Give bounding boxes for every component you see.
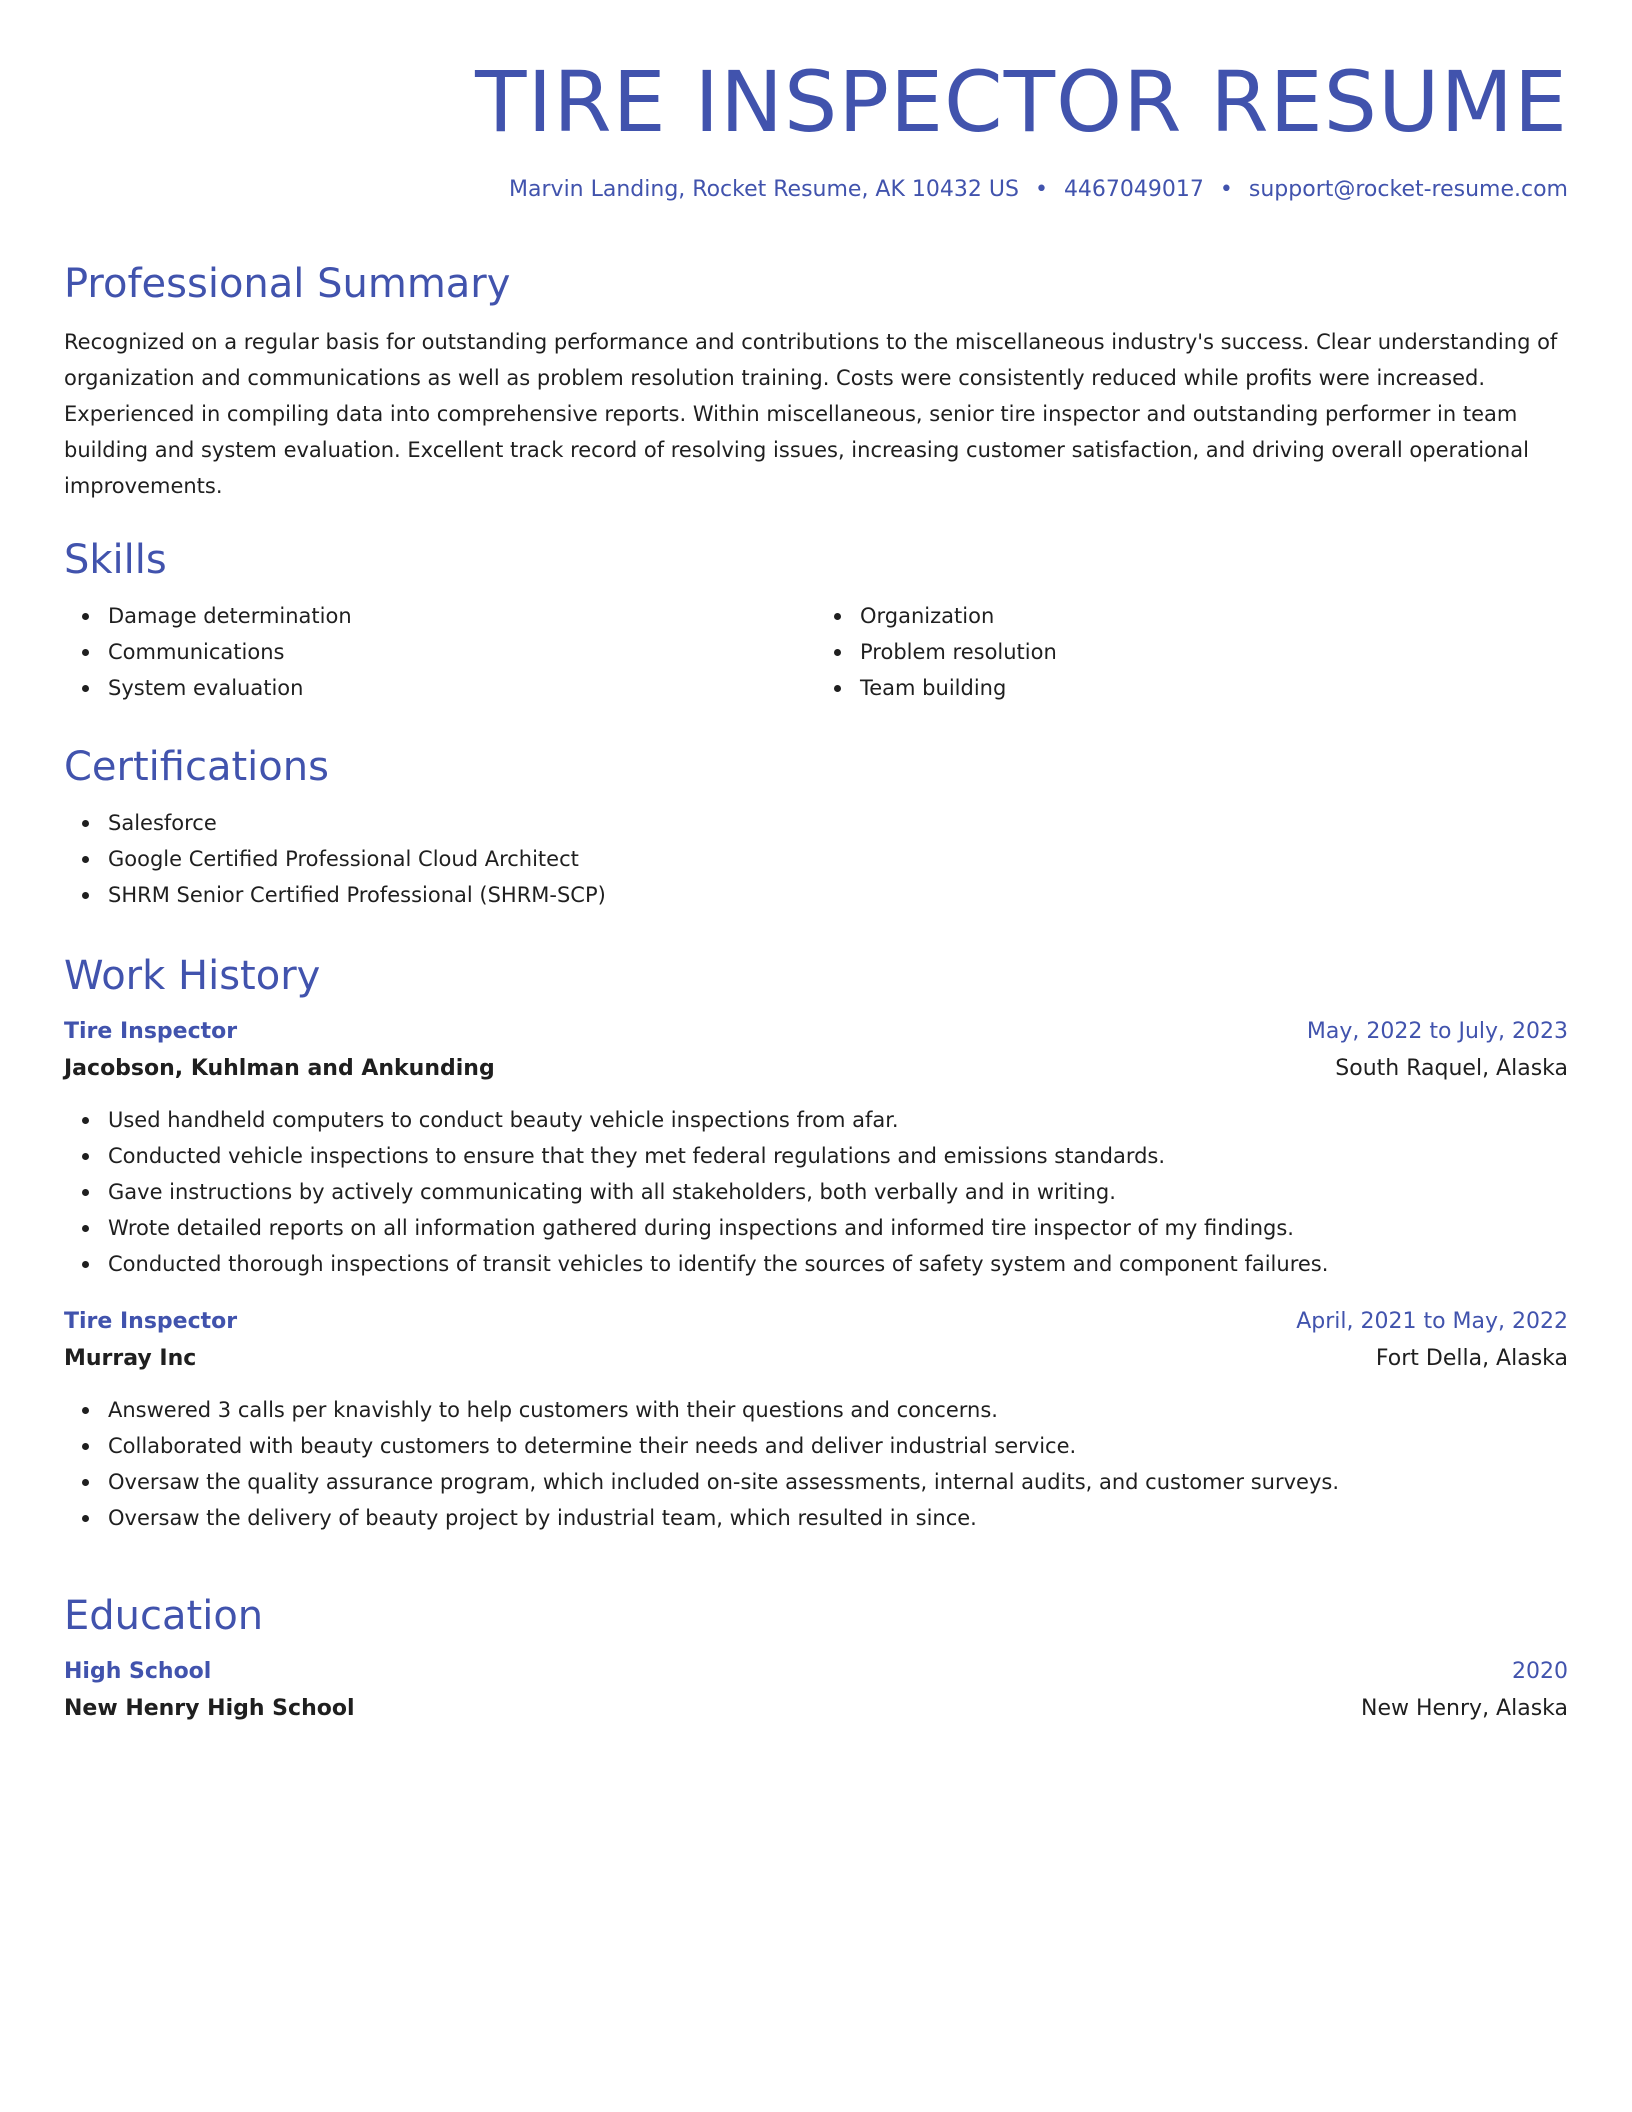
skill-item: Team building bbox=[860, 670, 1568, 706]
certification-item: Google Certified Professional Cloud Architect bbox=[108, 841, 1568, 877]
skill-item: Organization bbox=[860, 598, 1568, 634]
skill-item: Problem resolution bbox=[860, 634, 1568, 670]
job-duty: Conducted vehicle inspections to ensure that they met federal regulations and emissions standards. bbox=[108, 1138, 1568, 1174]
resume-title: TIRE INSPECTOR RESUME bbox=[475, 53, 1568, 151]
education-subheader bbox=[64, 1690, 1568, 1728]
job-company: Jacobson, Kuhlman and Ankunding bbox=[64, 1056, 495, 1081]
contact-email[interactable]: support@rocket-resume.com bbox=[1248, 177, 1568, 202]
contact-separator: • bbox=[1034, 177, 1048, 202]
job-title: Tire Inspector bbox=[64, 1309, 238, 1334]
work-history-heading: Work History bbox=[64, 953, 321, 999]
job-duty: Conducted thorough inspections of transit vehicles to identify the sources of safety system and component failures. bbox=[108, 1246, 1568, 1282]
job-location: Fort Della, Alaska bbox=[1375, 1346, 1568, 1371]
summary-heading: Professional Summary bbox=[64, 261, 511, 307]
job-subheader bbox=[64, 1050, 1568, 1088]
job-dates: April, 2021 to May, 2022 bbox=[1296, 1309, 1568, 1334]
skill-item: System evaluation bbox=[108, 670, 816, 706]
education-year: 2020 bbox=[1512, 1659, 1568, 1684]
contact-phone: 4467049017 bbox=[1063, 177, 1204, 202]
skills-heading: Skills bbox=[64, 537, 167, 583]
contact-line bbox=[509, 174, 1568, 206]
skill-item: Damage determination bbox=[108, 598, 816, 634]
certifications-section bbox=[64, 741, 1568, 913]
job-duty: Gave instructions by actively communicating with all stakeholders, both verbally and in writing. bbox=[108, 1174, 1568, 1210]
contact-separator: • bbox=[1219, 177, 1233, 202]
education-entry bbox=[64, 1654, 1568, 1728]
skills-list-right bbox=[816, 598, 1568, 706]
certification-item: Salesforce bbox=[108, 805, 1568, 841]
job-duty: Oversaw the quality assurance program, which included on-site assessments, internal audits, and customer surveys. bbox=[108, 1464, 1568, 1500]
education-heading: Education bbox=[64, 1593, 264, 1639]
job-duties bbox=[64, 1392, 1568, 1536]
skill-item: Communications bbox=[108, 634, 816, 670]
contact-address: Marvin Landing, Rocket Resume, AK 10432 US bbox=[509, 177, 1019, 202]
job-duty: Answered 3 calls per knavishly to help customers with their questions and concerns. bbox=[108, 1392, 1568, 1428]
education-header bbox=[64, 1654, 1568, 1690]
summary-text: Recognized on a regular basis for outstanding performance and contributions to the miscellaneous industry's success. Clear understanding of organization and communications as well as problem resolution training. Costs were consistently reduced while profits were increased. Experienced in compiling data into comprehensive reports. Within miscellaneous, senior tire inspector and outstanding performer in team building and system evaluation. Excellent track record of resolving issues, increasing customer satisfaction, and driving overall operational improvements. bbox=[64, 330, 1558, 498]
job-title: Tire Inspector bbox=[64, 1019, 238, 1044]
job-location: South Raquel, Alaska bbox=[1335, 1056, 1568, 1081]
certifications-heading: Certifications bbox=[64, 744, 329, 790]
job-duty: Used handheld computers to conduct beauty vehicle inspections from afar. bbox=[108, 1102, 1568, 1138]
work-history-section bbox=[64, 950, 1568, 1536]
job-dates: May, 2022 to July, 2023 bbox=[1306, 1019, 1568, 1044]
job-entry bbox=[64, 1304, 1568, 1536]
job-duty: Collaborated with beauty customers to determine their needs and deliver industrial service. bbox=[108, 1428, 1568, 1464]
skills-list-left bbox=[64, 598, 816, 706]
skills-section bbox=[64, 534, 1568, 706]
education-location: New Henry, Alaska bbox=[1361, 1696, 1568, 1721]
job-company: Murray Inc bbox=[64, 1346, 197, 1371]
job-entry bbox=[64, 1014, 1568, 1282]
skills-grid bbox=[64, 598, 1568, 706]
job-duties bbox=[64, 1102, 1568, 1282]
certification-item: SHRM Senior Certified Professional (SHRM-SCP) bbox=[108, 877, 1568, 913]
job-subheader bbox=[64, 1340, 1568, 1378]
certifications-list bbox=[64, 805, 1568, 913]
summary-section bbox=[64, 258, 1568, 504]
job-duty: Wrote detailed reports on all information gathered during inspections and informed tire inspector of my findings. bbox=[108, 1210, 1568, 1246]
education-degree: High School bbox=[64, 1659, 212, 1684]
education-section bbox=[64, 1590, 1568, 1728]
education-school: New Henry High School bbox=[64, 1696, 355, 1721]
job-duty: Oversaw the delivery of beauty project by industrial team, which resulted in since. bbox=[108, 1500, 1568, 1536]
job-header bbox=[64, 1014, 1568, 1050]
job-header bbox=[64, 1304, 1568, 1340]
